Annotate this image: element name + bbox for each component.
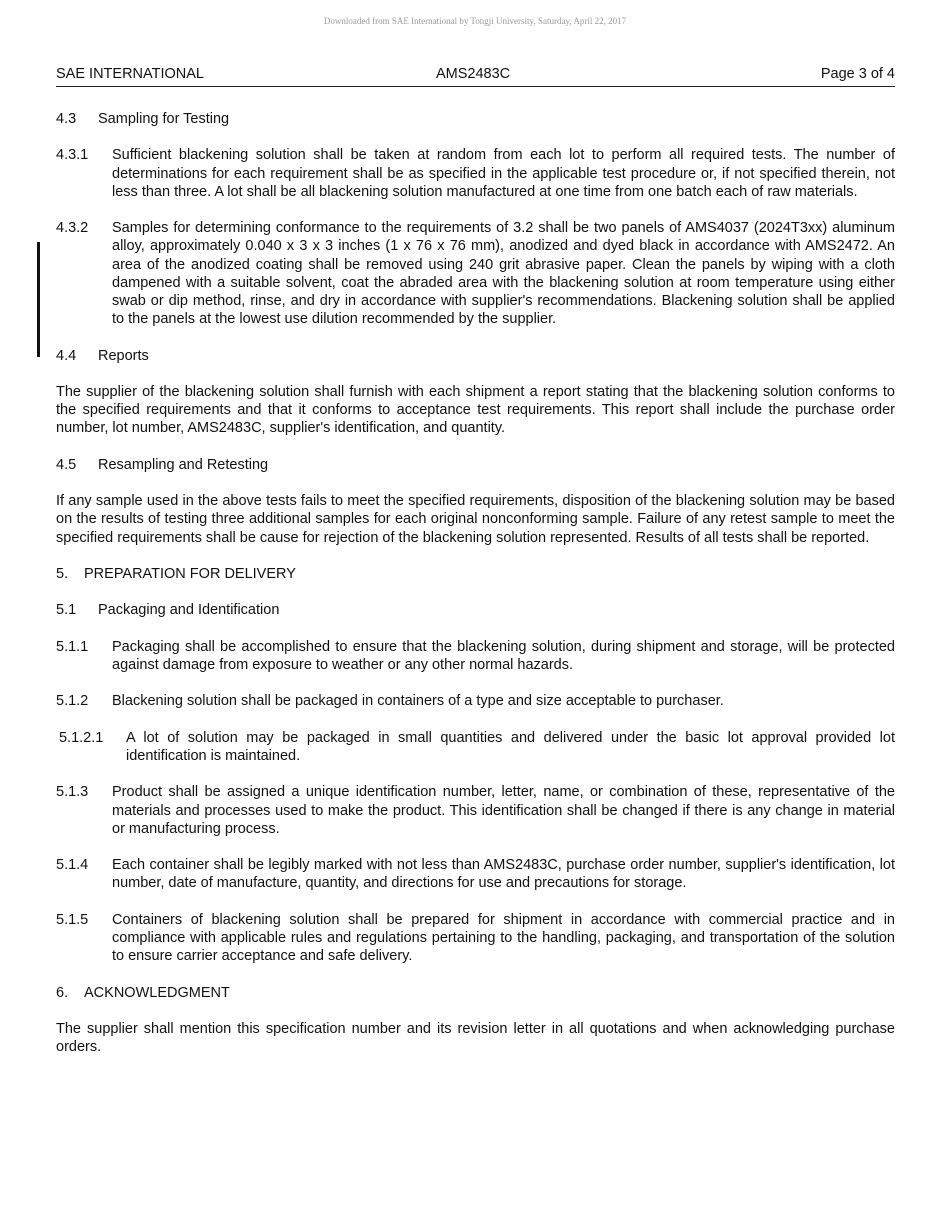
- section-4-3-heading: 4.3 Sampling for Testing: [56, 111, 230, 127]
- section-6-heading: 6. ACKNOWLEDGMENT: [56, 984, 230, 1001]
- section-5-1-2-1: 5.1.2.1 A lot of solution may be packaged in small quantities and delivered under the basic lot approval provided lot identification is maintained.: [59, 729, 895, 764]
- section-5-1-heading: 5.1 Packaging and Identification: [56, 602, 280, 619]
- header-organization: SAE INTERNATIONAL: [56, 66, 204, 82]
- section-4-5-heading: 4.5 Resampling and Retesting: [56, 456, 269, 473]
- section-4-4-text: The supplier of the blackening solution shall furnish with each shipment a report stating that the blackening solution conforms to the specified requirements and that it conforms to acceptance test requirements. This report shall include the purchase order number, lot number, AMS2483C, supplier's identification, and quantity.: [56, 383, 895, 437]
- header-document-number: AMS2483C: [436, 66, 511, 82]
- section-4-4-heading: 4.4 Reports: [56, 347, 149, 364]
- section-4-3-2: 4.3.2 Samples for determining conformance to the requirements of 3.2 shall be two panels of AMS4037 (2024T3xx) aluminum alloy, approximately 0.040 x 3 x 3 inches (1 x 76 x 76 mm), anodized and dyed black in accordance with AMS2472. An area of the anodized coating shall be removed using 240 grit abrasive paper. Clean the panels by wiping with a cloth dampened with a suitable solvent, coat the abraded area with the blackening solution at room temperature using either swab or dip method, rinse, and dry in accordance with supplier's recommendations. Blackening solution shall be applied to the panels at the lowest use dilution recommended by the supplier.: [56, 220, 895, 328]
- section-5-1-4: 5.1.4 Each container shall be legibly marked with not less than AMS2483C, purchase order number, supplier's identification, lot number, date of manufacture, quantity, and directions for use and precautions for storage.: [56, 857, 895, 892]
- section-5-heading: 5. PREPARATION FOR DELIVERY: [56, 565, 296, 582]
- section-5-1-5: 5.1.5 Containers of blackening solution shall be prepared for shipment in accordance with commercial practice and in compliance with applicable rules and regulations pertaining to the handling, packaging, and transportation of the solution to ensure carrier acceptance and safe delivery.: [56, 911, 895, 965]
- section-5-1-1: 5.1.1 Packaging shall be accomplished to ensure that the blackening solution, during shipment and storage, will be protected against damage from exposure to weather or any other normal hazards.: [56, 638, 895, 673]
- section-5-1-2: 5.1.2 Blackening solution shall be packaged in containers of a type and size acceptable to purchaser.: [56, 693, 724, 710]
- section-4-3-1: 4.3.1 Sufficient blackening solution shall be taken at random from each lot to perform all required tests. The number of determinations for each requirement shall be as specified in the applicable test procedure or, if not specified therein, not less than three. A lot shall be all blackening solution manufactured at one time from one batch each of raw materials.: [56, 147, 895, 200]
- section-6-text: The supplier shall mention this specification number and its revision letter in all quotations and when acknowledging purchase orders.: [56, 1020, 895, 1056]
- section-4-5-text: If any sample used in the above tests fails to meet the specified requirements, disposition of the blackening solution may be based on the results of testing three additional samples for each original nonconforming sample. Failure of any retest sample to meet the specified requirements shall be cause for rejection of the blackening solution represented. Results of all tests shall be reported.: [56, 493, 895, 546]
- page-header: [56, 66, 895, 87]
- header-page-number: Page 3 of 4: [820, 66, 895, 82]
- revision-change-bar: [37, 242, 40, 357]
- document-body: [56, 110, 895, 1056]
- download-watermark: Downloaded from SAE International by Tongji University, Saturday, April 22, 2017: [323, 16, 627, 26]
- section-5-1-3: 5.1.3 Product shall be assigned a unique identification number, letter, name, or combination of these, representative of the materials and processes used to make the product. This identification shall be changed if there is any change in material or manufacturing process.: [56, 784, 895, 837]
